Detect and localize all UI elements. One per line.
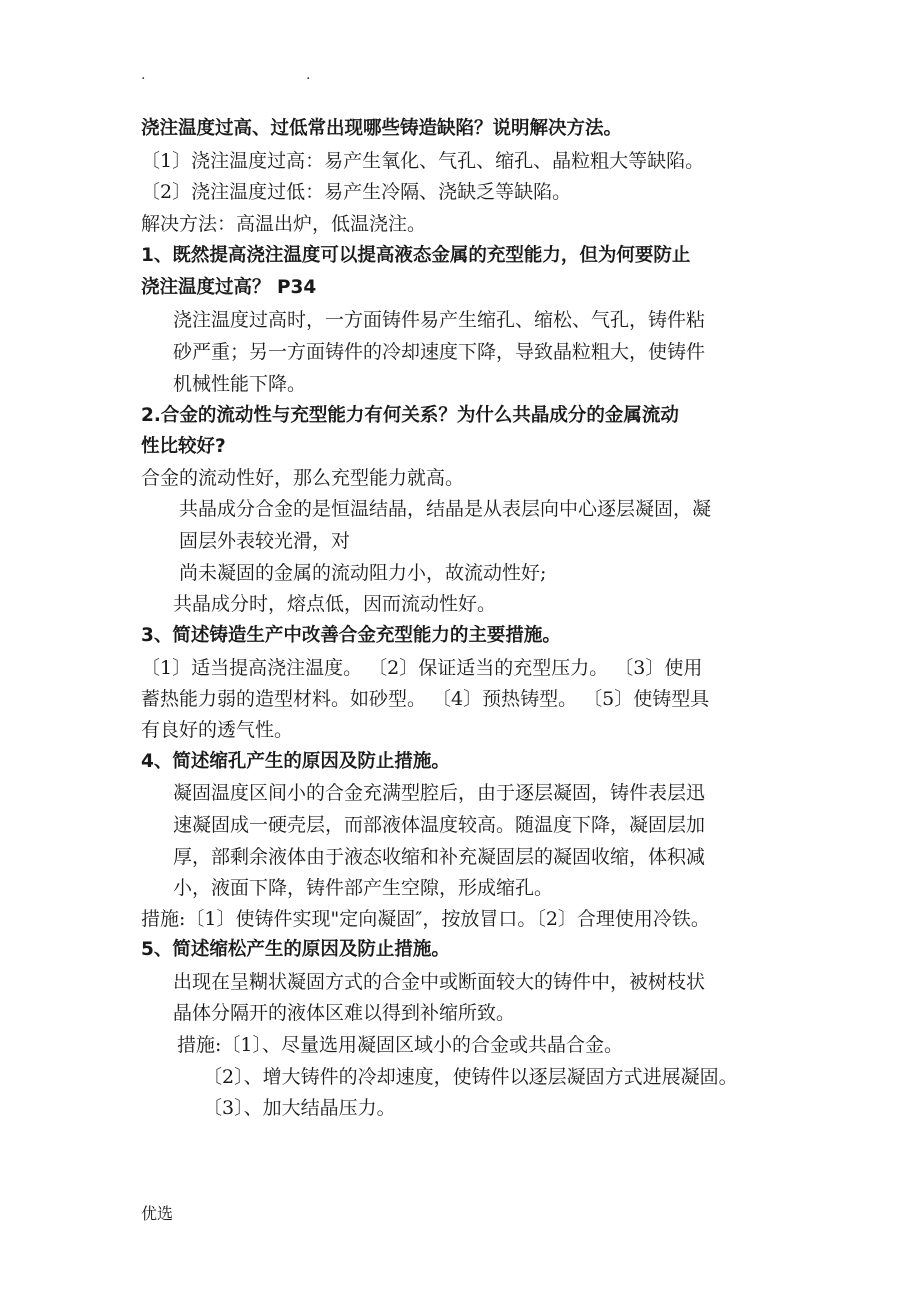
text-line: 小，液面下降，铸件部产生空隙，形成缩孔。 bbox=[173, 877, 554, 899]
text-line: 合金的流动性好，那么充型能力就高。 bbox=[141, 467, 465, 489]
text-line: 〔3〕、加大结晶压力。 bbox=[203, 1097, 396, 1119]
text-line: 凝固温度区间小的合金充满型腔后，由于逐层凝固，铸件表层迅 bbox=[173, 782, 706, 804]
header-dot-left: . bbox=[141, 67, 146, 83]
text-line: 措施:〔1〕、尽量选用凝固区域小的合金或共晶合金。 bbox=[177, 1034, 623, 1056]
footer-label: 优选 bbox=[141, 1204, 174, 1223]
heading-question-2: 2.合金的流动性与充型能力有何关系？为什么共晶成分的金属流动 bbox=[141, 405, 679, 426]
heading-question-2-cont: 性比较好? bbox=[141, 436, 226, 457]
text-line: 厚，部剩余液体由于液态收缩和补充凝固层的凝固收缩，体积减 bbox=[173, 846, 706, 868]
heading-question-3: 3、简述铸造生产中改善合金充型能力的主要措施。 bbox=[141, 625, 561, 646]
text-line: 措施:〔1〕使铸件实现"定向凝固″，按放冒口。〔2〕合理使用冷铁。 bbox=[141, 908, 710, 930]
text-line: 机械性能下降。 bbox=[173, 373, 307, 395]
heading-question-4: 4、简述缩孔产生的原因及防止措施。 bbox=[141, 751, 450, 772]
text-line: 砂严重；另一方面铸件的冷却速度下降，导致晶粒粗大，使铸件 bbox=[173, 341, 706, 363]
text-line: 〔1〕浇注温度过高：易产生氧化、气孔、缩孔、晶粒粗大等缺陷。 bbox=[141, 150, 705, 172]
text-line: 尚未凝固的金属的流动阻力小，故流动性好; bbox=[179, 562, 547, 584]
text-line: 〔2〕浇注温度过低：易产生冷隔、浇缺乏等缺陷。 bbox=[141, 181, 572, 203]
text-line: 共晶成分合金的是恒温结晶，结晶是从表层向中心逐层凝固，凝 bbox=[179, 498, 712, 520]
text-line: 浇注温度过高时，一方面铸件易产生缩孔、缩松、气孔，铸件粘 bbox=[173, 309, 706, 331]
text-line: 〔1〕适当提高浇注温度。 〔2〕保证适当的充型压力。 〔3〕使用 bbox=[141, 657, 703, 679]
header-dot-right: . bbox=[306, 67, 311, 83]
text-line: 固层外表较光滑，对 bbox=[179, 530, 351, 552]
heading-pouring-temp: 浇注温度过高、过低常出现哪些铸造缺陷？说明解决方法。 bbox=[141, 118, 623, 139]
text-line: 出现在呈糊状凝固方式的合金中或断面较大的铸件中，被树枝状 bbox=[173, 971, 706, 993]
heading-question-1-cont: 浇注温度过高？ P34 bbox=[141, 277, 317, 298]
text-line: 〔2〕、增大铸件的冷却速度，使铸件以逐层凝固方式进展凝固。 bbox=[203, 1066, 738, 1088]
text-line: 速凝固成一硬壳层，而部液体温度较高。随温度下降，凝固层加 bbox=[173, 814, 706, 836]
heading-question-1: 1、既然提高浇注温度可以提高液态金属的充型能力，但为何要防止 bbox=[141, 245, 691, 266]
text-line: 有良好的透气性。 bbox=[141, 719, 294, 741]
text-line: 共晶成分时，熔点低，因而流动性好。 bbox=[173, 593, 497, 615]
heading-question-5: 5、简述缩松产生的原因及防止措施。 bbox=[141, 939, 450, 960]
text-line: 晶体分隔开的液体区难以得到补缩所致。 bbox=[173, 1002, 516, 1024]
text-line: 解决方法：高温出炉，低温浇注。 bbox=[141, 213, 427, 235]
text-line: 蓄热能力弱的造型材料。如砂型。 〔4〕预热铸型。 〔5〕使铸型具 bbox=[141, 688, 710, 710]
